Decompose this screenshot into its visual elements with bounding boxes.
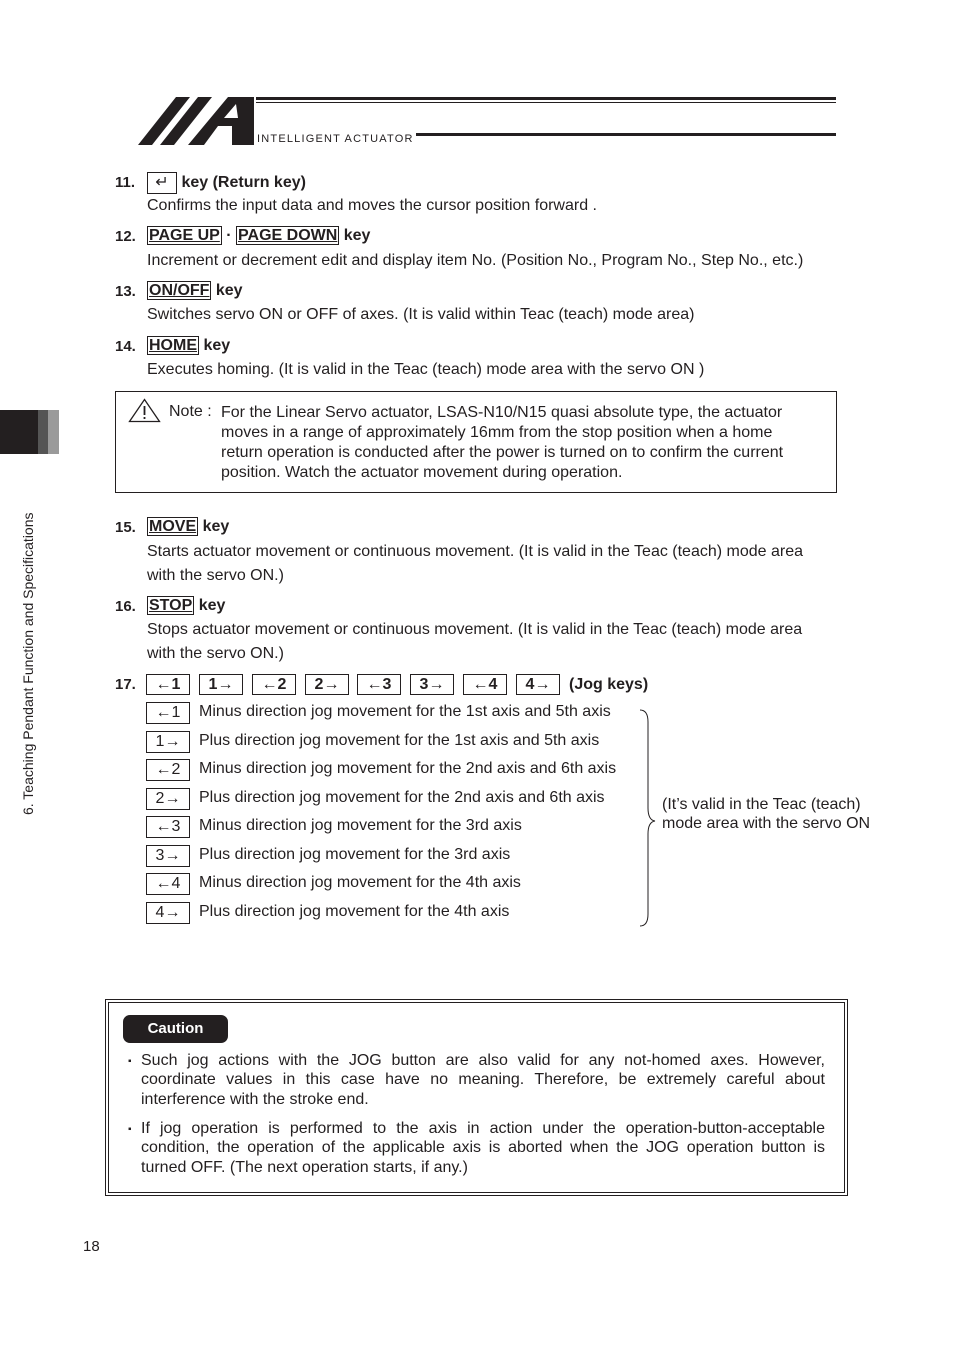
header-rule-top bbox=[256, 97, 836, 100]
side-tab-block-mid bbox=[38, 410, 48, 454]
header-rule-top-thin bbox=[256, 102, 836, 103]
jog-keys-label: (Jog keys) bbox=[569, 676, 649, 693]
jog-row-text: Minus direction jog movement for the 1st axis and 5th axis bbox=[199, 703, 611, 720]
warning-icon bbox=[128, 398, 161, 423]
jog-row-key: ←1 bbox=[146, 702, 190, 724]
item-16-heading bbox=[147, 597, 225, 615]
page-number: 18 bbox=[83, 1238, 100, 1255]
item-12-number: 12. bbox=[115, 228, 136, 245]
jog-row-key: 1→ bbox=[146, 731, 190, 753]
caution-bullet-text: Such jog actions with the JOG button are also valid for any not-homed axes. However, coordinate values in this case have no meaning. Therefore, be extremely careful about interference with the stroke end. bbox=[141, 1052, 825, 1108]
note-line: position. Watch the actuator movement during operation. bbox=[221, 464, 623, 481]
jog-row-text: Minus direction jog movement for the 4th axis bbox=[199, 874, 521, 891]
item-13-number: 13. bbox=[115, 283, 136, 300]
note-line: For the Linear Servo actuator, LSAS-N10/N15 quasi absolute type, the actuator bbox=[221, 404, 783, 421]
jog-row-text: Minus direction jog movement for the 3rd axis bbox=[199, 817, 522, 834]
item-15-suffix: key bbox=[198, 518, 230, 535]
right-brace bbox=[638, 708, 658, 930]
move-key-label: MOVE bbox=[149, 518, 197, 535]
jog-row-text: Plus direction jog movement for the 3rd axis bbox=[199, 846, 511, 863]
item-15-description-line1: Starts actuator movement or continuous movement. (It is valid in the Teac (teach) mode area bbox=[147, 543, 804, 560]
jog-key-minus-1: ←1 bbox=[146, 674, 190, 695]
jog-row-text: Plus direction jog movement for the 4th axis bbox=[199, 903, 510, 920]
jog-key-minus-2: ←2 bbox=[252, 674, 296, 695]
note-line: moves in a range of approximately 16mm from the stop position when a home bbox=[221, 424, 773, 441]
side-tab-block bbox=[0, 410, 38, 454]
jog-row-key: ←4 bbox=[146, 873, 190, 895]
header-rule-bottom bbox=[416, 133, 836, 136]
item-15-description bbox=[147, 540, 803, 587]
bullet-icon: ▪ bbox=[128, 1124, 132, 1135]
item-14-heading bbox=[147, 337, 230, 355]
side-tab-label: 6. Teaching Pendant Function and Specifications bbox=[20, 512, 36, 815]
jog-key-plus-2: 2→ bbox=[305, 674, 349, 695]
item-11-suffix: key (Return key) bbox=[177, 174, 306, 191]
item-16-suffix: key bbox=[194, 597, 226, 614]
jog-row-key: 2→ bbox=[146, 788, 190, 810]
note-text bbox=[221, 403, 783, 483]
caution-badge: Caution bbox=[123, 1015, 228, 1043]
jog-row-key: ←3 bbox=[146, 816, 190, 838]
brand-text: INTELLIGENT ACTUATOR bbox=[257, 133, 414, 145]
jog-row-text: Minus direction jog movement for the 2nd axis and 6th axis bbox=[199, 760, 617, 777]
bullet-icon: ▪ bbox=[128, 1056, 132, 1067]
item-15-description-line2: with the servo ON.) bbox=[147, 566, 284, 584]
caution-bullet-text: If jog operation is performed to the axis in action under the operation-button-acceptable condition, the operation of the applicable axis is aborted when the JOG operation button is turned OFF. (The next operation starts, if any.) bbox=[141, 1120, 825, 1176]
item-15-heading bbox=[147, 518, 229, 536]
item-17-number: 17. bbox=[115, 676, 136, 693]
item-13-suffix: key bbox=[211, 282, 243, 299]
on-off-key-label: ON/OFF bbox=[149, 282, 210, 299]
jog-key-minus-3: ←3 bbox=[357, 674, 401, 695]
jog-row-text: Plus direction jog movement for the 2nd axis and 6th axis bbox=[199, 789, 605, 806]
item-16-number: 16. bbox=[115, 598, 136, 615]
side-tab-block-light bbox=[48, 410, 59, 454]
item-11-heading bbox=[147, 172, 306, 194]
item-16-description-line2: with the servo ON.) bbox=[147, 644, 284, 662]
item-13-description: Switches servo ON or OFF of axes. (It is valid within Teac (teach) mode area) bbox=[147, 306, 695, 323]
return-key-label: ↵ bbox=[147, 172, 177, 194]
jog-row-key: 4→ bbox=[146, 902, 190, 924]
jog-key-plus-3: 3→ bbox=[410, 674, 454, 695]
page-down-key-label: PAGE DOWN bbox=[238, 227, 338, 244]
item-14-number: 14. bbox=[115, 338, 136, 355]
page-up-key-label: PAGE UP bbox=[149, 227, 220, 244]
item-12-suffix: key bbox=[339, 227, 371, 244]
item-12-description: Increment or decrement edit and display item No. (Position No., Program No., Step No., etc.) bbox=[147, 252, 804, 269]
item-14-suffix: key bbox=[199, 337, 231, 354]
note-label: Note : bbox=[169, 403, 212, 420]
jog-row-key: 3→ bbox=[146, 845, 190, 867]
item-12-heading bbox=[147, 227, 370, 245]
item-15-number: 15. bbox=[115, 519, 136, 536]
note-line: return operation is conducted after the power is turned on to confirm the current bbox=[221, 444, 784, 461]
item-11-number: 11. bbox=[115, 174, 136, 191]
jog-key-plus-1: 1→ bbox=[199, 674, 243, 695]
jog-row-key: ←2 bbox=[146, 759, 190, 781]
iai-logo bbox=[138, 96, 256, 146]
item-11-description: Confirms the input data and moves the cursor position forward . bbox=[147, 197, 597, 214]
jog-validity-note: (It’s valid in the Teac (teach) mode area with the servo ON bbox=[662, 796, 871, 832]
home-key-label: HOME bbox=[149, 337, 197, 354]
jog-row-text: Plus direction jog movement for the 1st axis and 5th axis bbox=[199, 732, 600, 749]
item-13-heading bbox=[147, 282, 243, 300]
item-14-description: Executes homing. (It is valid in the Teac (teach) mode area with the servo ON ) bbox=[147, 361, 705, 378]
item-16-description-line1: Stops actuator movement or continuous movement. (It is valid in the Teac (teach) mode area bbox=[147, 621, 803, 638]
item-16-description bbox=[147, 618, 802, 665]
stop-key-label: STOP bbox=[149, 597, 193, 614]
item-12-separator: · bbox=[221, 227, 237, 244]
jog-key-minus-4: ←4 bbox=[463, 674, 507, 695]
jog-key-plus-4: 4→ bbox=[516, 674, 560, 695]
